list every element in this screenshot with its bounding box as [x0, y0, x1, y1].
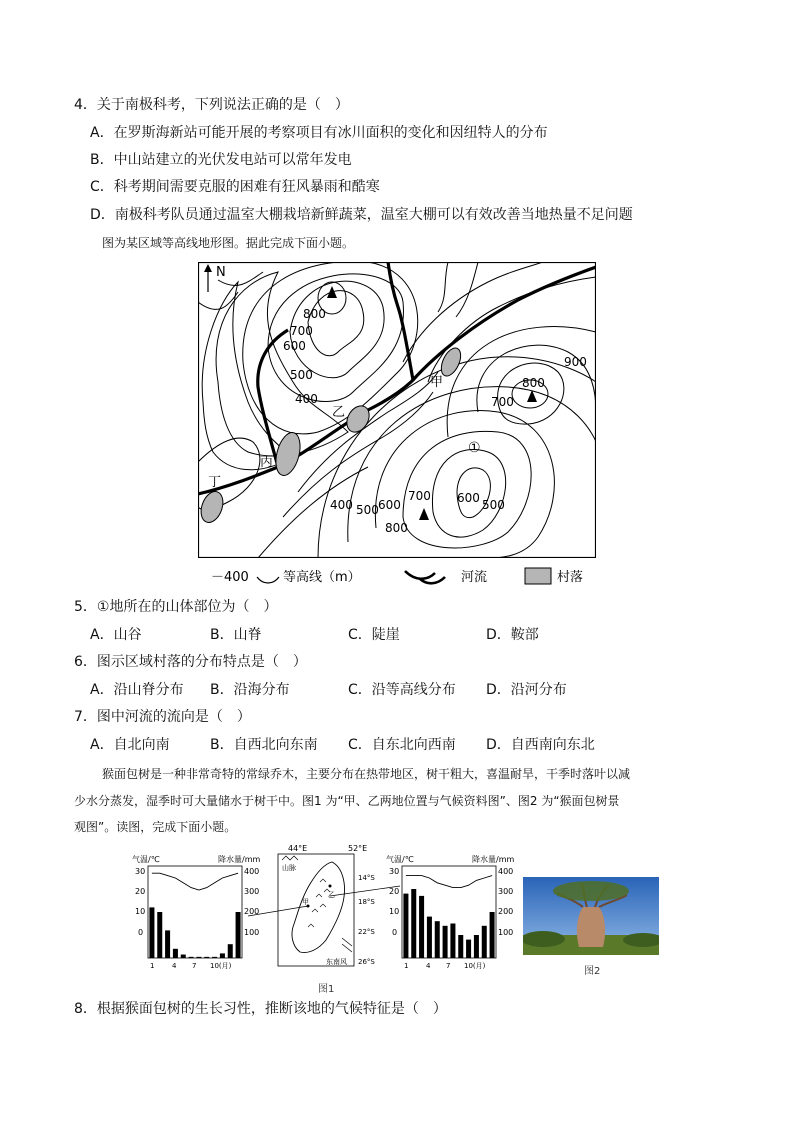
q7-option-b[interactable]: B．自西北向东南 [210, 737, 318, 753]
precip-bar [466, 940, 471, 958]
svg-text:1: 1 [150, 962, 155, 970]
precip-bar [204, 957, 209, 958]
precip-bar [220, 953, 225, 958]
temperature-line [152, 873, 238, 890]
svg-text:30: 30 [135, 867, 146, 876]
q6-option-d[interactable]: D．沿河分布 [486, 682, 567, 698]
svg-text:100: 100 [498, 928, 514, 937]
precip-bar [173, 949, 178, 958]
svg-text:4: 4 [426, 962, 431, 970]
precip-bar [443, 926, 448, 958]
q5-option-a[interactable]: A．山谷 [90, 627, 142, 643]
contour-map [198, 262, 596, 558]
precip-bar [189, 957, 194, 958]
figure2-caption: 图2 [584, 966, 601, 977]
map-wind-label: 东南风 [326, 958, 347, 966]
q5-option-b[interactable]: B．山脊 [210, 627, 262, 643]
precip-bar [450, 924, 455, 959]
precip-bar [490, 912, 495, 958]
contour-label: 700 [408, 489, 431, 503]
contour-label: 400 [295, 392, 318, 406]
q4-option-a[interactable]: A．在罗斯海新站可能开展的考察项目有冰川面积的变化和因纽特人的分布 [90, 125, 548, 141]
q7-option-d[interactable]: D．自西南向东北 [486, 737, 595, 753]
north-label: N [216, 265, 226, 280]
contour-label: 600 [378, 498, 401, 512]
map-yi-label: 乙 [328, 891, 335, 899]
precip-bar [157, 912, 162, 958]
svg-text:气温/℃: 气温/℃ [386, 855, 414, 864]
precip-bar [403, 894, 408, 958]
q5-option-d[interactable]: D．鞍部 [486, 627, 539, 643]
svg-text:20: 20 [389, 887, 400, 896]
svg-text:18°S: 18°S [358, 898, 375, 906]
svg-text:300: 300 [498, 887, 514, 896]
svg-text:100: 100 [244, 928, 260, 937]
map-mountain-label: 山脉 [282, 864, 296, 872]
q4-stem: 4．关于南极科考，下列说法正确的是（ ） [74, 97, 349, 113]
precip-bar [458, 935, 463, 958]
svg-text:7: 7 [192, 962, 197, 970]
precip-bar [149, 907, 154, 958]
precip-bar [474, 935, 479, 958]
contour-label: 700 [290, 324, 313, 338]
svg-text:300: 300 [244, 887, 260, 896]
svg-text:400: 400 [498, 867, 514, 876]
contour-label: 500 [482, 498, 505, 512]
svg-text:14°S: 14°S [358, 874, 375, 882]
precip-bar [427, 917, 432, 958]
village-ding-label: 丁 [208, 475, 222, 490]
village-jia-label: 甲 [430, 375, 444, 390]
map-jia-label: 甲 [302, 898, 309, 906]
q5-stem: 5．①地所在的山体部位为（ ） [74, 599, 278, 615]
contour-label: 500 [356, 503, 379, 517]
temp-axis-label: 气温/℃ [132, 855, 160, 864]
q7-option-c[interactable]: C．自东北向西南 [348, 737, 456, 753]
contour-label: 700 [491, 395, 514, 409]
q7-option-a[interactable]: A．自北向南 [90, 737, 170, 753]
legend-contour-value: －400 [211, 570, 249, 585]
precip-bar [419, 896, 424, 958]
q6-option-a[interactable]: A．沿山脊分布 [90, 682, 184, 698]
legend-contour-label: 等高线（m） [283, 570, 361, 585]
precip-bar [482, 926, 487, 958]
figure1-caption: 图1 [318, 984, 335, 995]
svg-text:1: 1 [404, 962, 409, 970]
svg-text:26°S: 26°S [358, 958, 375, 966]
village-yi-label: 乙 [332, 405, 346, 420]
svg-text:10(月): 10(月) [210, 962, 232, 970]
svg-text:10: 10 [135, 907, 146, 916]
svg-text:4: 4 [172, 962, 177, 970]
precip-bar [212, 957, 217, 958]
map-legend [205, 563, 605, 591]
baobab-intro-1: 猴面包树是一种非常奇特的常绿乔木，主要分布在热带地区，树干粗大，喜温耐旱，干季时落叶以减 [102, 767, 631, 781]
baobab-intro-3: 观图”。读图，完成下面小题。 [74, 820, 237, 834]
svg-text:52°E: 52°E [348, 844, 368, 853]
precip-bar [181, 955, 186, 958]
contour-label: 900 [564, 355, 587, 369]
precip-bar [228, 944, 233, 958]
q6-stem: 6．图示区域村落的分布特点是（ ） [74, 654, 307, 670]
precip-axis-label: 降水量/mm [218, 855, 261, 864]
q7-stem: 7．图中河流的流向是（ ） [74, 709, 251, 725]
q4-option-d[interactable]: D．南极科考队员通过温室大棚栽培新鲜蔬菜，温室大棚可以有效改善当地热量不足问题 [90, 207, 633, 223]
baobab-intro-2: 少水分蒸发，湿季时可大量储水于树干中。图1 为“甲、乙两地位置与气候资料图”、图2 为“猴面包树景 [74, 794, 620, 808]
precip-bar [165, 930, 170, 958]
contour-label: 800 [385, 521, 408, 535]
point-1-label: ① [468, 440, 481, 456]
contour-label: 800 [303, 307, 326, 321]
map-intro: 图为某区域等高线地形图。据此完成下面小题。 [102, 236, 355, 250]
svg-text:10(月): 10(月) [464, 962, 486, 970]
legend-river-label: 河流 [461, 570, 488, 585]
q5-option-c[interactable]: C．陡崖 [348, 627, 400, 643]
svg-text:7: 7 [446, 962, 451, 970]
svg-text:10: 10 [389, 907, 400, 916]
contour-label: 600 [283, 339, 306, 353]
contour-label: 400 [330, 498, 353, 512]
svg-text:20: 20 [135, 887, 146, 896]
baobab-photo [523, 877, 659, 955]
q4-option-b[interactable]: B．中山站建立的光伏发电站可以常年发电 [90, 152, 352, 168]
q6-option-c[interactable]: C．沿等高线分布 [348, 682, 456, 698]
q4-option-c[interactable]: C．科考期间需要克服的困难有狂风暴雨和酷寒 [90, 179, 380, 195]
svg-text:降水量/mm: 降水量/mm [472, 855, 515, 864]
contour-label: 600 [457, 491, 480, 505]
precip-bar [411, 889, 416, 958]
climate-chart-yi [384, 852, 524, 970]
svg-text:22°S: 22°S [358, 928, 375, 936]
q8-stem: 8．根据猴面包树的生长习性，推断该地的气候特征是（ ） [74, 1001, 447, 1017]
svg-text:30: 30 [389, 867, 400, 876]
precip-bar [435, 921, 440, 958]
svg-text:44°E: 44°E [288, 844, 308, 853]
svg-text:200: 200 [498, 907, 514, 916]
contour-label: 500 [290, 368, 313, 382]
svg-text:0: 0 [138, 928, 144, 937]
q6-option-b[interactable]: B．沿海分布 [210, 682, 290, 698]
svg-text:200: 200 [244, 907, 260, 916]
legend-village-label: 村落 [557, 570, 584, 585]
precip-bar [196, 957, 201, 958]
svg-text:0: 0 [392, 928, 398, 937]
village-bing-label: 丙 [260, 455, 274, 470]
svg-text:400: 400 [244, 867, 260, 876]
temperature-line [406, 876, 492, 888]
contour-label: 800 [522, 376, 545, 390]
